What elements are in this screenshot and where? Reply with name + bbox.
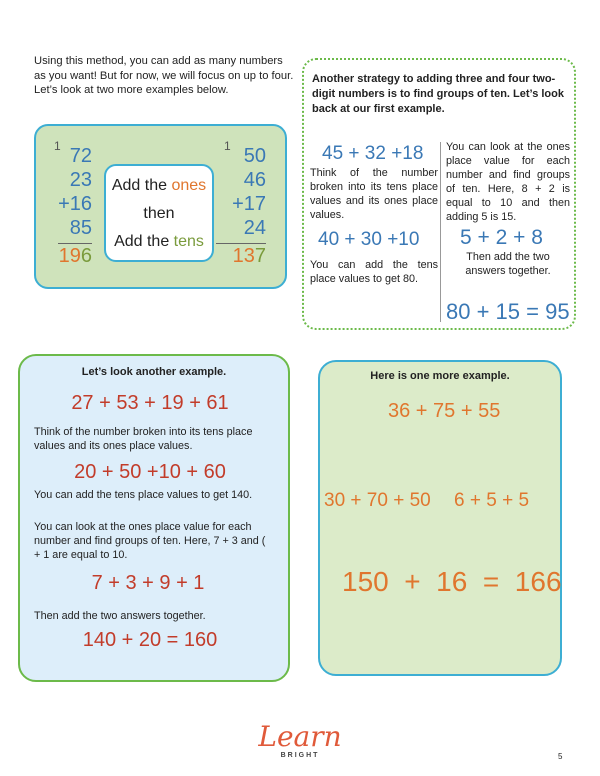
page-number: 5 [558,752,563,761]
column-addition-left [54,139,92,268]
sum-ones: 6 [80,245,92,267]
intro-line-2: as you want! But for now, we will focus on up to four. [34,69,294,82]
strategy-right-column [446,140,570,278]
logo-word: Learn [258,720,342,753]
equation: 30 + 70 + 50 [324,490,431,511]
add-the-label: Add the [111,177,167,194]
equation-result: 150 + 16 = 166 [342,566,562,597]
sum [58,244,92,268]
then-label: then [143,205,175,222]
equation: 45 + 32 +18 [322,143,424,164]
explanation-text: You can add the tens place values to get 140. [34,489,253,501]
intro-text [34,54,296,98]
tens-word: tens [173,233,204,250]
equation: 6 + 5 + 5 [454,490,530,511]
intro-line-3: Let’s look at two more examples below. [34,84,229,96]
equation: 5 + 2 + 8 [460,226,543,249]
explanation-text: Think of the number broken into its tens place values and its ones place values. [310,167,438,221]
ones-word: ones [171,177,207,194]
equation: 27 + 53 + 19 + 61 [71,392,229,414]
panel-title: Here is one more example. [370,370,510,382]
addend: +16 [58,193,92,215]
ones-tens-box [104,164,214,262]
addend: 85 [69,217,92,239]
carry-digit: 1 [54,139,61,153]
equation: 7 + 3 + 9 + 1 [91,572,205,594]
addend: 72 [69,145,92,167]
logo-subtitle: BRIGHT [280,752,320,759]
sum-tens: 19 [58,245,81,267]
column-addition-panel [34,124,287,289]
addend: 46 [243,169,266,191]
another-example-panel [18,354,290,682]
sum-ones: 7 [254,245,266,267]
add-the-label: Add the [114,233,170,250]
equation: 40 + 30 +10 [318,229,420,250]
one-more-example-panel [318,360,562,676]
explanation-text: You can add the tens place values to get 80. [310,259,438,285]
equation: 36 + 75 + 55 [388,400,501,422]
column-addition-right [216,139,266,268]
addend: 50 [243,145,266,167]
equation-result: 140 + 20 = 160 [82,629,218,651]
learn-bright-logo [250,722,350,768]
carry-digit: 1 [224,139,231,153]
strategy-panel [302,58,576,330]
addend: 24 [243,217,266,239]
addend: 23 [69,169,92,191]
intro-line-1: Using this method, you can add as many numbers [34,55,283,67]
explanation-text: Then add the two answers together. [34,610,206,622]
explanation-text: You can look at the ones place value for each number and find groups of ten. Here, 8 + 2 is equal to 10 and then adding 5 is 15. [446,141,570,223]
equation: 20 + 50 +10 + 60 [74,461,226,483]
explanation-text: You can look at the ones place value for each number and find groups of ten. Here, 7 + 3 and ( + 1 are equal to 10. [34,521,266,561]
sum-tens: 13 [232,245,255,267]
explanation-text: Then add the two answers together. [465,251,551,277]
column-divider [440,142,441,322]
equation-result: 80 + 15 = 95 [446,299,570,324]
strategy-left-column [310,142,438,286]
sum [216,244,266,268]
addend: +17 [232,193,266,215]
panel-title: Let’s look another example. [81,366,227,378]
explanation-text: Think of the number broken into its tens place values and its ones place values. [34,426,253,452]
strategy-title: Another strategy to adding three and four two-digit numbers is to find groups of ten. Let’s look back at our first example. [312,73,564,115]
